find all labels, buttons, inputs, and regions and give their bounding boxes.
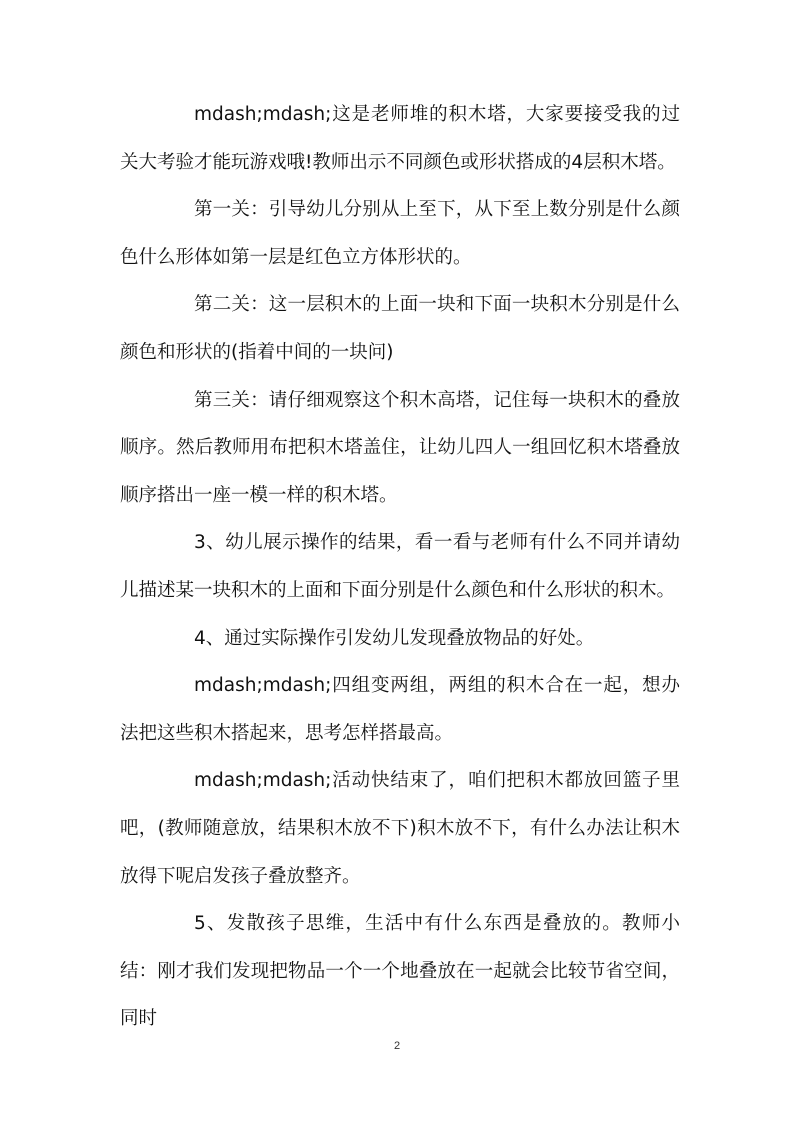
paragraph: mdash;mdash;四组变两组，两组的积木合在一起，想办法把这些积木搭起来，思考怎样搭最高。: [120, 675, 680, 744]
paragraph: 5、发散孩子思维，生活中有什么东西是叠放的。教师小结：刚才我们发现把物品一个一个地叠放在一起就会比较节省空间，同时: [120, 913, 680, 1030]
paragraph: 第一关：引导幼儿分别从上至下，从下至上数分别是什么颜色什么形体如第一层是红色立方体形状的。: [120, 199, 680, 268]
paragraph: 第二关：这一层积木的上面一块和下面一块积木分别是什么颜色和形状的(指着中间的一块问): [120, 294, 680, 363]
paragraph: 第三关：请仔细观察这个积木高塔，记住每一块积木的叠放顺序。然后教师用布把积木塔盖住，让幼儿四人一组回忆积木塔叠放顺序搭出一座一模一样的积木塔。: [120, 389, 680, 506]
paragraph: 4、通过实际操作引发幼儿发现叠放物品的好处。: [194, 627, 595, 649]
paragraph: mdash;mdash;这是老师堆的积木塔，大家要接受我的过关大考验才能玩游戏哦!教师出示不同颜色或形状搭成的4层积木塔。: [120, 104, 680, 173]
paragraph: 3、幼儿展示操作的结果，看一看与老师有什么不同并请幼儿描述某一块积木的上面和下面分别是什么颜色和什么形状的积木。: [120, 532, 680, 601]
paragraph: mdash;mdash;活动快结束了，咱们把积木都放回篮子里吧，(教师随意放，结果积木放不下)积木放不下，有什么办法让积木放得下呢启发孩子叠放整齐。: [120, 770, 680, 887]
page-number: 2: [393, 1040, 401, 1052]
body-text: [120, 91, 680, 1043]
